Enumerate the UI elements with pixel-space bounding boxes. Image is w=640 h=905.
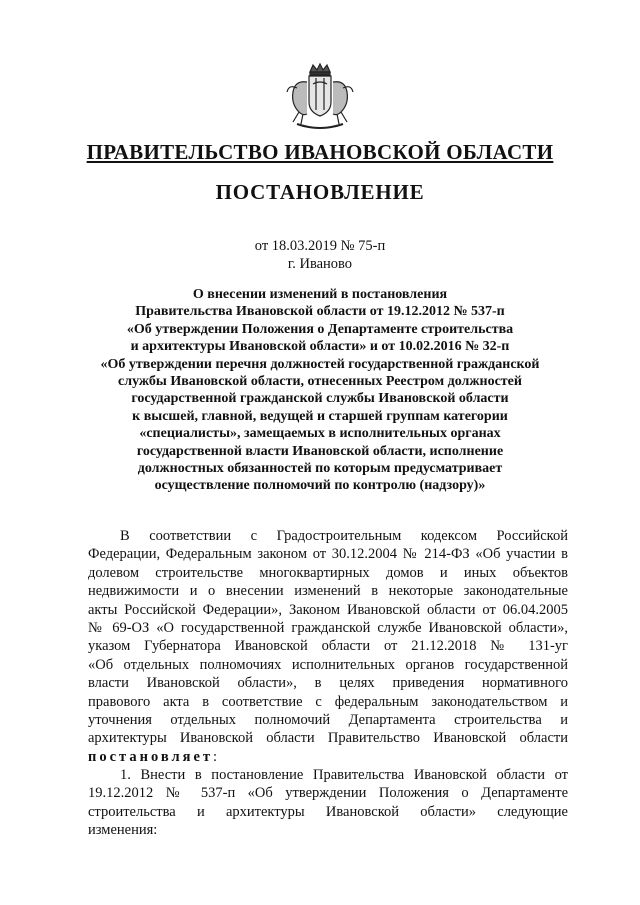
body-line: № 69-ОЗ «О государственной гражданской службе Ивановской области», — [88, 619, 568, 636]
document-subject — [86, 286, 554, 495]
body-line: недвижимости и о внесении изменений в некоторые законодательные — [88, 583, 568, 600]
body-line: долевом строительстве многоквартирных домов и иных объектов — [88, 564, 568, 581]
body-line: уточнения отдельных полномочий Департамента строительства и — [88, 711, 568, 728]
body-line: власти Ивановской области», в целях приведения нормативного — [88, 675, 568, 692]
document-meta — [40, 237, 600, 273]
subject-line: «Об утверждении перечня должностей государственной гражданской — [100, 356, 540, 372]
coat-of-arms-icon — [283, 62, 357, 130]
decree-line — [88, 748, 568, 766]
subject-line: государственной власти Ивановской области, исполнение — [136, 443, 504, 459]
subject-line: Правительства Ивановской области от 19.12.2012 № 537-п — [135, 304, 505, 320]
document-body — [88, 527, 568, 840]
body-line: правового акта в соответствие с федеральным законодательством и — [88, 693, 568, 710]
government-title: ПРАВИТЕЛЬСТВО ИВАНОВСКОЙ ОБЛАСТИ — [86, 140, 554, 164]
body-line: указом Губернатора Ивановской области от 21.12.2018 № 131-уг — [88, 638, 568, 655]
decree-colon: : — [213, 748, 218, 765]
subject-line: службы Ивановской области, отнесенных Реестром должностей — [118, 374, 522, 390]
body-line: «Об отдельных полномочиях исполнительных органов государственной — [88, 656, 568, 673]
subject-line: О внесении изменений в постановления — [192, 287, 448, 302]
subject-line: «Об утверждении Положения о Департаменте строительства — [126, 321, 514, 337]
item-line: изменения: — [88, 822, 158, 839]
subject-line: и архитектуры Ивановской области» и от 10.02.2016 № 32-п — [130, 339, 510, 355]
subject-line: осуществление полномочий по контролю (надзору)» — [154, 478, 486, 494]
item-line: 1. Внести в постановление Правительства Ивановской области от — [120, 767, 568, 784]
item-line: строительства и архитектуры Ивановской области» следующие — [88, 803, 568, 820]
decree-word: постановляет — [88, 748, 214, 765]
subject-line: государственной гражданской службы Ивановской области — [131, 391, 509, 407]
date-number: от 18.03.2019 № 75-п — [254, 238, 386, 254]
body-line: Федерации, Федеральным законом от 30.12.2004 № 214-ФЗ «Об участии в — [88, 546, 568, 563]
subject-line: должностных обязанностей по которым предусматривает — [137, 461, 503, 477]
city: г. Иваново — [287, 256, 353, 272]
subject-line: к высшей, главной, ведущей и старшей группам категории — [132, 408, 508, 424]
document-type: ПОСТАНОВЛЕНИЕ — [215, 180, 425, 204]
item-line: 19.12.2012 № 537-п «Об утверждении Положения о Департаменте — [88, 785, 568, 802]
body-line: В соответствии с Градостроительным кодексом Российской — [120, 528, 568, 544]
subject-line: «специалисты», замещаемых в исполнительных органах — [139, 426, 501, 442]
body-line: архитектуры Ивановской области Правительство Ивановской области — [88, 730, 568, 747]
body-line: акты Российской Федерации», Законом Ивановской области от 06.04.2005 — [88, 601, 568, 618]
